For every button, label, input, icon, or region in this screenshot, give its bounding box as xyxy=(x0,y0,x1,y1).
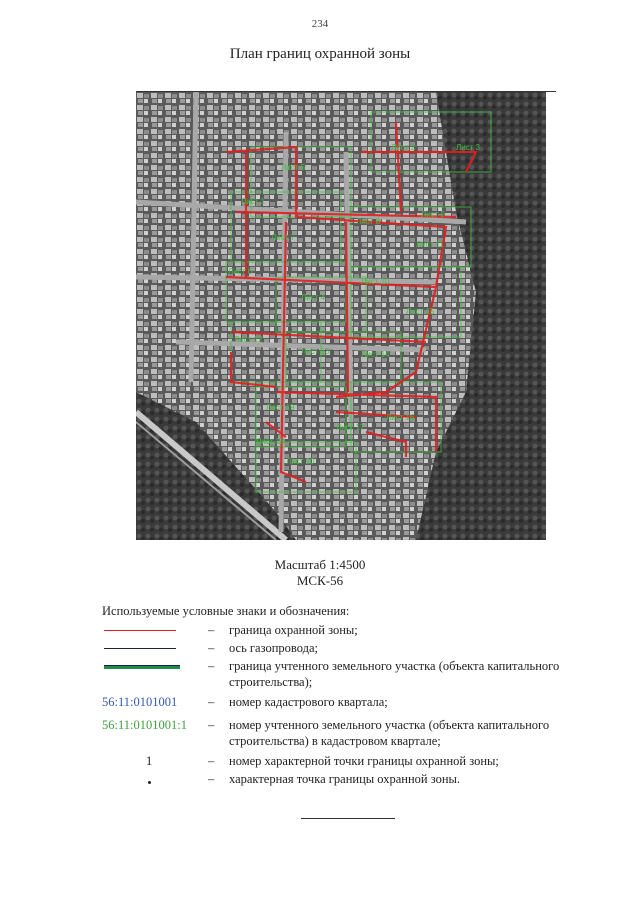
sheet-label: Лист 2 xyxy=(391,143,416,152)
coordinate-system: МСК-56 xyxy=(296,573,344,588)
dark-line-symbol xyxy=(102,640,194,656)
legend-dash: – xyxy=(208,772,215,786)
scale-block xyxy=(0,557,640,589)
sheet-label: Лист 10 xyxy=(361,277,390,286)
legend-description: номер учтенного земельного участка (объекта капитального строительства) в кадастровом квартале; xyxy=(229,718,550,748)
legend-dash: – xyxy=(208,659,215,673)
sheet-label: Лист 19 xyxy=(266,403,295,412)
legend-description: номер кадастрового квартала; xyxy=(229,695,388,709)
legend-item-point-number xyxy=(102,753,602,770)
legend-item-point xyxy=(102,771,602,788)
dot-symbol xyxy=(102,771,194,787)
legend-dash: – xyxy=(208,641,215,655)
map-image xyxy=(136,92,546,540)
legend-dash: – xyxy=(208,623,215,637)
red-line-symbol xyxy=(102,622,194,638)
map-scale: Масштаб 1:4500 xyxy=(274,557,366,572)
green-line-symbol xyxy=(102,658,194,674)
legend-item-cadastral-quarter xyxy=(102,694,602,716)
sheet-label: Лист 8 xyxy=(356,217,381,226)
legend-item-protection-zone xyxy=(102,622,602,639)
point-number-symbol: 1 xyxy=(146,754,153,768)
legend-heading: Используемые условные знаки и обозначения: xyxy=(102,604,350,618)
sheet-label: Лист 13 xyxy=(301,347,330,356)
legend-item-land-plot xyxy=(102,658,602,691)
legend-dash: – xyxy=(208,695,215,709)
sheet-label: Лист 15 xyxy=(406,307,435,316)
sheet-label: Лист 16 xyxy=(386,413,415,422)
cadastral-quarter-number: 56:11:0101001 xyxy=(102,695,178,709)
legend-item-land-plot-number xyxy=(102,717,602,750)
sheet-label: Лист 3 xyxy=(456,143,481,152)
legend-description: номер характерной точки границы охранной зоны; xyxy=(229,754,499,768)
sheet-label: Лист 18 xyxy=(256,437,285,446)
legend-dash: – xyxy=(208,754,215,768)
legend-dash: – xyxy=(208,718,215,732)
signature-rule xyxy=(301,818,395,819)
sheet-label: Лист 6 xyxy=(228,267,253,276)
legend-description: характерная точка границы охранной зоны. xyxy=(229,772,461,786)
aerial-map xyxy=(136,92,546,540)
legend-description: граница учтенного земельного участка (объекта капитального строительства); xyxy=(229,659,560,689)
document-title: План границ охранной зоны xyxy=(229,46,411,62)
sheet-label: Лист 11 xyxy=(416,240,444,249)
land-plot-number: 56:11:0101001:1 xyxy=(102,718,187,732)
sheet-label: Лист 9 xyxy=(421,210,446,219)
sheet-label: Лист 1 xyxy=(241,197,266,206)
legend-description: граница охранной зоны; xyxy=(229,623,358,637)
sheet-label: Лист 17 xyxy=(336,423,365,432)
legend xyxy=(102,603,602,789)
legend-description: ось газопровода; xyxy=(229,641,319,655)
legend-item-gas-pipe-axis xyxy=(102,640,602,657)
sheet-label: Лист 7 xyxy=(271,233,296,242)
page-number: 234 xyxy=(311,18,329,30)
sheet-label: Лист 4 xyxy=(301,293,326,302)
sheet-label: Лист 12 xyxy=(234,335,263,344)
sheet-label: Лист 20 xyxy=(286,457,315,466)
sheet-label: Лист 5 xyxy=(281,163,306,172)
sheet-label: Лист 14 xyxy=(361,350,390,359)
